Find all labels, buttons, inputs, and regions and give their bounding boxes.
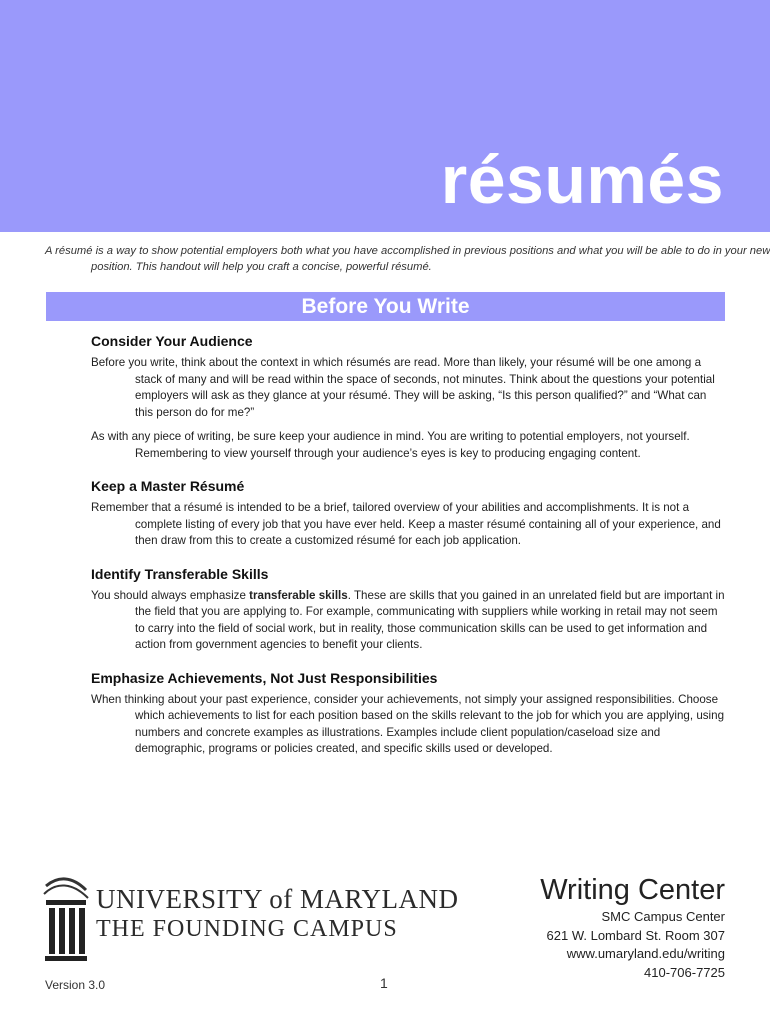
header-banner: [0, 0, 770, 232]
writing-center-title: Writing Center: [540, 874, 725, 906]
address-line: SMC Campus Center: [601, 909, 725, 924]
website-link[interactable]: www.umaryland.edu/writing: [566, 946, 725, 961]
campus-name: THE FOUNDING CAMPUS: [96, 916, 398, 942]
paragraph: Before you write, think about the context in which résumés are read. More than likely, your résumé will be one among a stack of many and will be read within the space of seconds, not minutes. Think about the questions your potential employers will ask as they glance at your résumé. They will be asking, “Is this person qualified?” and “What can this person do for me?”: [91, 356, 715, 419]
main-content: [91, 331, 727, 766]
section-heading-bar: Before You Write: [46, 292, 725, 321]
paragraph: [91, 588, 727, 654]
subheading-audience: Consider Your Audience: [91, 333, 253, 349]
page-number: 1: [380, 975, 388, 991]
paragraph-text: You should always emphasize: [91, 588, 250, 602]
subheading-master-resume: Keep a Master Résumé: [91, 478, 245, 494]
university-name: UNIVERSITY of MARYLAND: [96, 884, 459, 914]
bold-term: transferable skills: [249, 588, 348, 602]
university-columns-icon: [42, 872, 90, 967]
paragraph: When thinking about your past experience, consider your achievements, not simply your assigned responsibilities. Choose which achievements to list for each position based on the skills relevant to the job for which you are applying, using numbers and concrete examples as illustrations. Examples include client population/caseload size and demographic, programs or policies created, and specific skills used or developed.: [91, 692, 725, 755]
subheading-transferable-skills: Identify Transferable Skills: [91, 565, 269, 582]
page-title: résumés: [440, 142, 724, 218]
paragraph: Remember that a résumé is intended to be a brief, tailored overview of your abilities and accomplishments. It is not a complete listing of every job that you have ever held. Keep a master résumé containing all of your experience, and then draw from this to create a customized résumé for each job application.: [91, 501, 721, 547]
address-line: 621 W. Lombard St. Room 307: [546, 927, 725, 943]
phone-number: 410-706-7725: [644, 964, 725, 980]
writing-center-block: [540, 872, 725, 982]
subheading-achievements: Emphasize Achievements, Not Just Responsibilities: [91, 669, 438, 686]
paragraph-text: . These are skills that you gained in an unrelated field but are important in the field that you are applying to. For example, communicating with suppliers while working in retail may not seem to carry into the field of social work, but in reality, those communication skills can be used to get information and action from government agencies to benefit your clients.: [135, 588, 725, 651]
paragraph: As with any piece of writing, be sure keep your audience in mind. You are writing to potential employers, not yourself. Remembering to view yourself through your audience’s eyes is key to producing engaging content.: [91, 430, 690, 460]
university-logo: [42, 872, 459, 967]
intro-text: A résumé is a way to show potential employers both what you have accomplished in previous positions and what you will be able to do in your new position. This handout will help you craft a concise, powerful résumé.: [45, 245, 770, 273]
version-label: Version 3.0: [45, 978, 106, 992]
